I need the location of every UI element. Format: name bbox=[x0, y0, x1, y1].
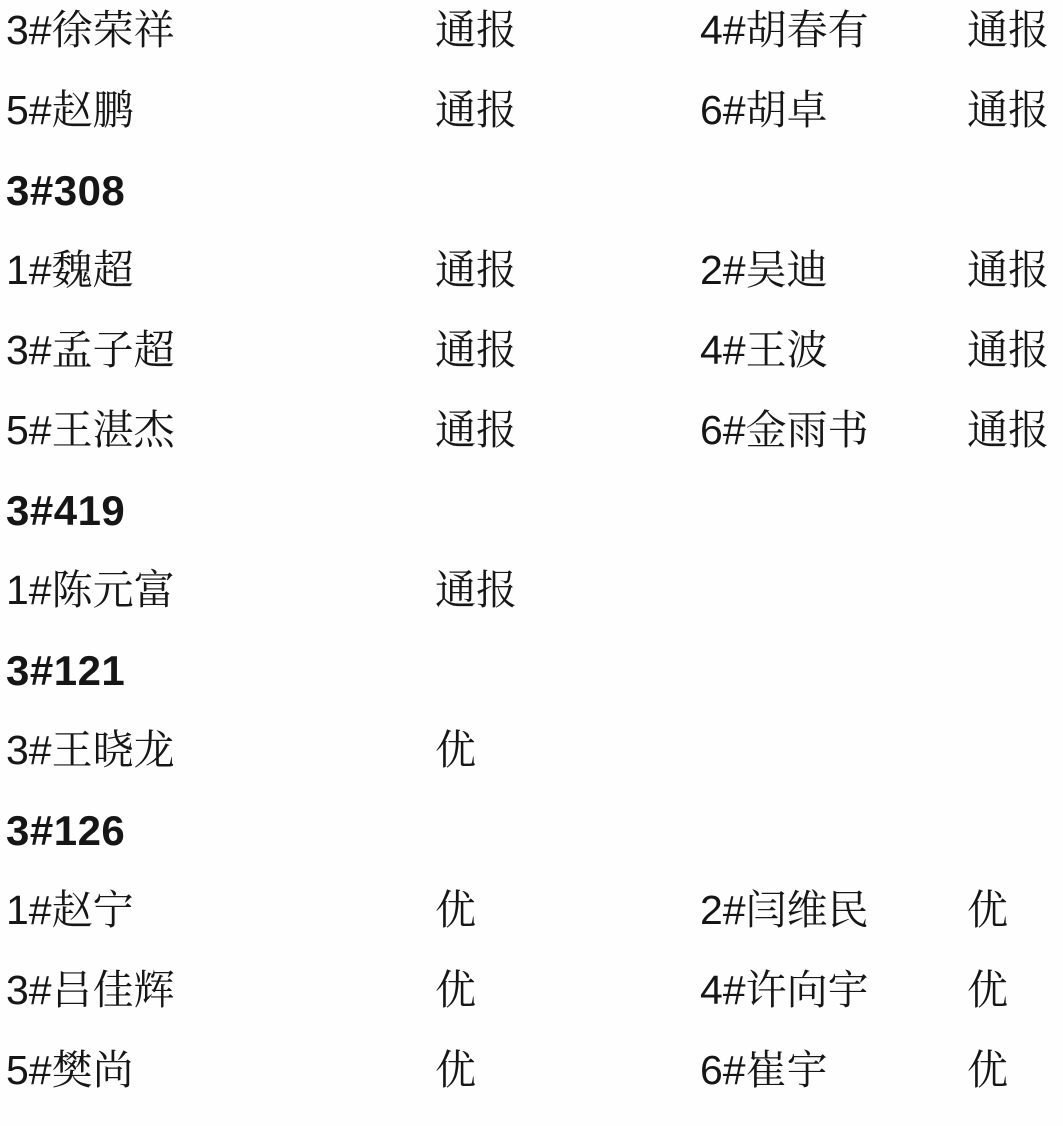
student-name bbox=[700, 726, 967, 806]
status-label: 通报 bbox=[967, 327, 1049, 373]
status-label: 通报 bbox=[967, 7, 1049, 53]
room-number-header: 3#308 bbox=[6, 167, 126, 214]
student-name bbox=[700, 566, 967, 646]
room-number-header: 3#121 bbox=[6, 647, 126, 694]
status-label: 通报 bbox=[967, 407, 1049, 453]
student-name: 6#崔宇 bbox=[700, 1047, 828, 1093]
entry-row bbox=[0, 86, 1063, 166]
status-label bbox=[967, 566, 1063, 646]
status-label: 通报 bbox=[435, 87, 517, 133]
entry-row bbox=[0, 6, 1063, 86]
status-label: 优 bbox=[967, 887, 1008, 933]
status-label: 通报 bbox=[967, 87, 1049, 133]
status-label bbox=[967, 726, 1063, 806]
student-name: 4#王波 bbox=[700, 327, 828, 373]
entry-row bbox=[0, 246, 1063, 326]
status-label: 优 bbox=[435, 1047, 476, 1093]
student-name: 5#樊尚 bbox=[6, 1047, 134, 1093]
student-name: 2#吴迪 bbox=[700, 247, 828, 293]
student-name: 1#赵宁 bbox=[6, 887, 134, 933]
entry-row bbox=[0, 966, 1063, 1046]
student-name: 4#胡春有 bbox=[700, 7, 869, 53]
room-number-header: 3#419 bbox=[6, 487, 126, 534]
student-name: 4#许向宇 bbox=[700, 967, 869, 1013]
status-label: 优 bbox=[435, 887, 476, 933]
student-name: 3#王晓龙 bbox=[6, 727, 175, 773]
entry-row bbox=[0, 326, 1063, 406]
student-name: 6#金雨书 bbox=[700, 407, 869, 453]
status-label: 优 bbox=[435, 727, 476, 773]
status-label: 通报 bbox=[435, 327, 517, 373]
status-label: 优 bbox=[967, 967, 1008, 1013]
student-name: 3#吕佳辉 bbox=[6, 967, 175, 1013]
status-label: 通报 bbox=[435, 407, 517, 453]
status-label: 优 bbox=[435, 967, 476, 1013]
student-name: 6#胡卓 bbox=[700, 87, 828, 133]
entry-row bbox=[0, 406, 1063, 486]
status-label: 通报 bbox=[435, 7, 517, 53]
student-name: 3#徐荣祥 bbox=[6, 7, 175, 53]
status-label: 通报 bbox=[435, 247, 517, 293]
student-name: 5#王湛杰 bbox=[6, 407, 175, 453]
status-label: 通报 bbox=[435, 567, 517, 613]
entry-row bbox=[0, 1046, 1063, 1126]
entry-row bbox=[0, 726, 1063, 806]
entry-row bbox=[0, 886, 1063, 966]
status-label: 优 bbox=[967, 1047, 1008, 1093]
room-number-header: 3#126 bbox=[6, 807, 126, 854]
student-name: 5#赵鹏 bbox=[6, 87, 134, 133]
status-label: 通报 bbox=[967, 247, 1049, 293]
student-name: 2#闫维民 bbox=[700, 887, 869, 933]
entry-row bbox=[0, 566, 1063, 646]
student-name: 1#魏超 bbox=[6, 247, 134, 293]
student-name: 1#陈元富 bbox=[6, 567, 175, 613]
student-name: 3#孟子超 bbox=[6, 327, 175, 373]
